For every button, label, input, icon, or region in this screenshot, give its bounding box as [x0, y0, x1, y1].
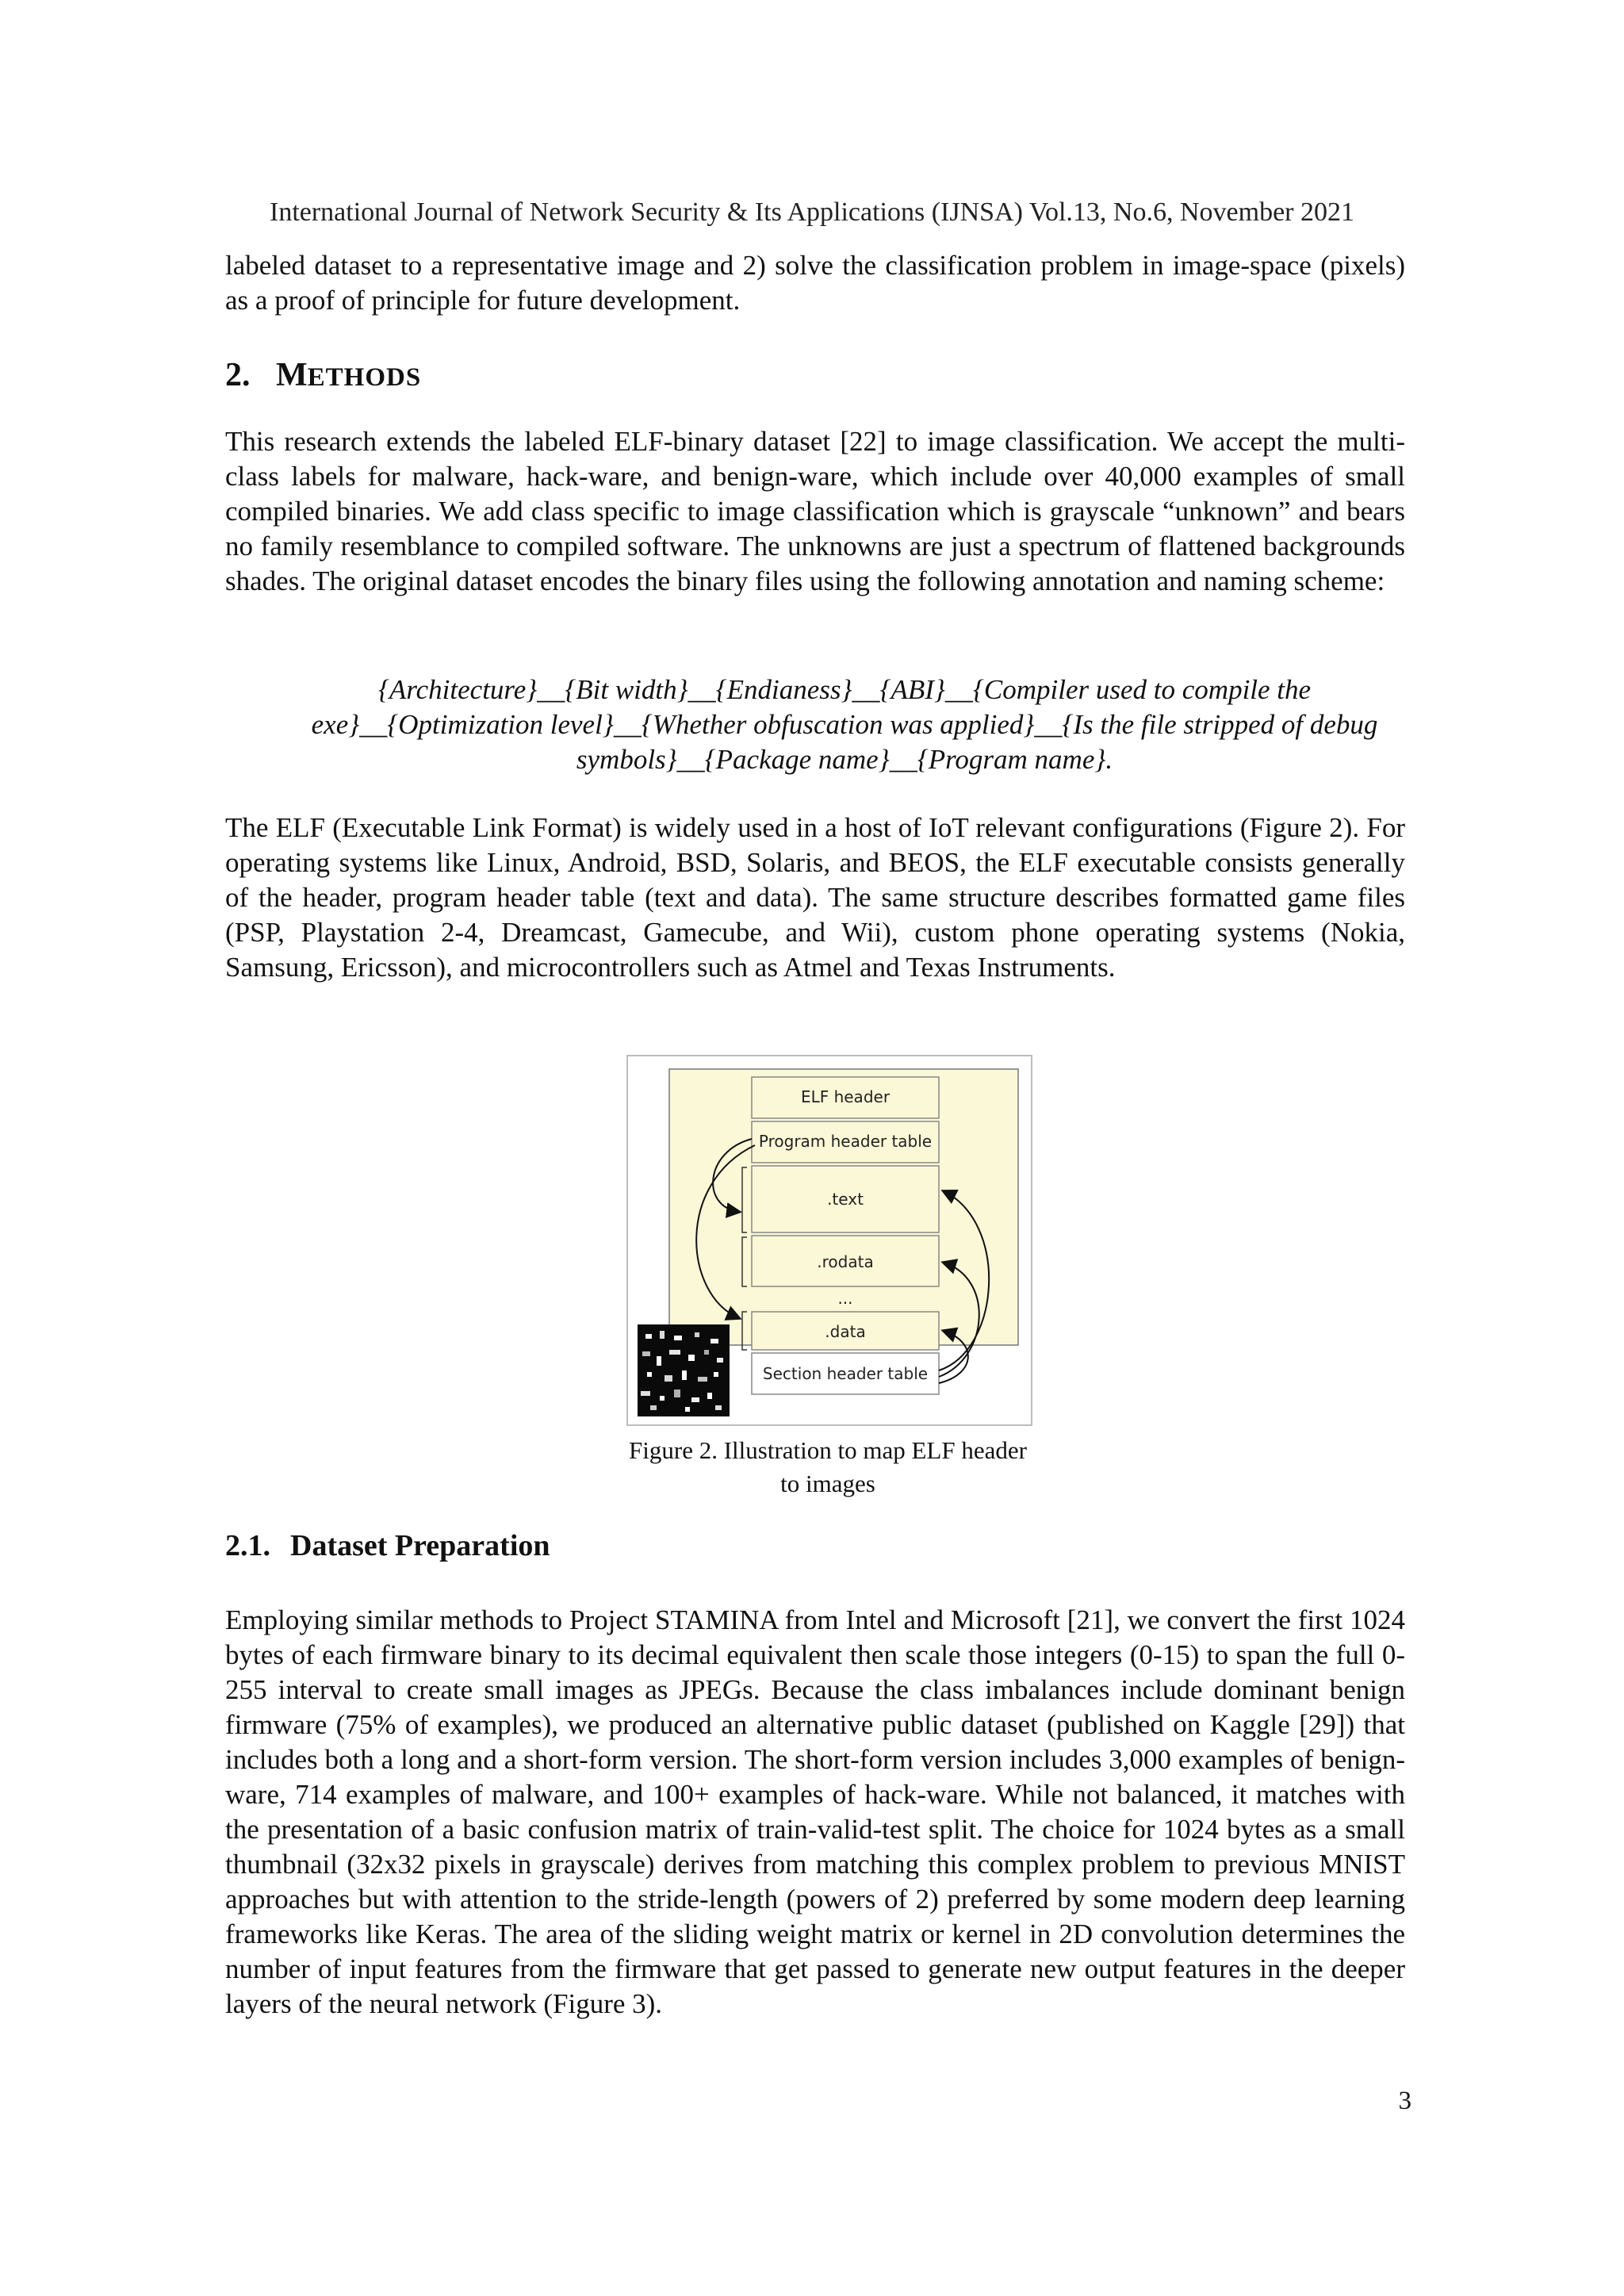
methods-paragraph-1: This research extends the labeled ELF-binary dataset [22] to image classification. We accept the multi-class labels for malware, hack-ware, and benign-ware, which include over 40,000 examples of small compiled binaries. We add class specific to image classification which is grayscale “unknown” and bears no family resemblance to compiled software. The unknowns are just a spectrum of flattened backgrounds shades. The original dataset encodes the binary files using the following annotation and naming scheme:: [225, 426, 1405, 596]
section-2-1-heading: [225, 1526, 550, 1566]
section-2-title-initial: M: [276, 357, 308, 393]
section-2-heading: [225, 353, 421, 400]
section-header-table-label: Section header table: [762, 1364, 929, 1383]
section-2-1-title: Dataset Preparation: [290, 1529, 550, 1562]
section-2-number: 2.: [225, 357, 251, 393]
running-header: International Journal of Network Security & Its Applications (IJNSA) Vol.13, No.6, November 2021: [270, 197, 1354, 227]
data-section-label: .data: [825, 1322, 866, 1341]
figure-2-caption: Figure 2. Illustration to map ELF header to images: [629, 1436, 1027, 1497]
page-number: 3: [1398, 2087, 1411, 2115]
section-2-1-number: 2.1.: [225, 1529, 270, 1562]
rodata-section-label: .rodata: [817, 1252, 874, 1271]
naming-scheme: {Architecture}__{Bit width}__{Endianess}__{ABI}__{Compiler used to compile the exe}__{Optimization level}__{Whether obfuscation was applied}__{Is the file stripped of debug symbols}__{Package name}__{Program name}.: [311, 674, 1378, 775]
text-section-label: .text: [827, 1190, 864, 1209]
methods-paragraph-2: The ELF (Executable Link Format) is widely used in a host of IoT relevant configurations (Figure 2). For operating systems like Linux, Android, BSD, Solaris, and BEOS, the ELF executable consists generally of the header, program header table (text and data). The same structure describes formatted game files (PSP, Playstation 2-4, Dreamcast, Gamecube, and Wii), custom phone operating systems (Nokia, Samsung, Ericsson), and microcontrollers such as Atmel and Texas Instruments.: [225, 812, 1405, 983]
binary-image-thumbnail: [638, 1324, 730, 1416]
ellipsis-label: ...: [837, 1289, 853, 1308]
figure-2: [626, 1055, 1032, 1426]
program-header-table-label: Program header table: [758, 1132, 933, 1151]
section-2-title-rest: ETHODS: [307, 363, 422, 392]
elf-header-label: ELF header: [800, 1087, 891, 1106]
elf-diagram: [628, 1056, 1031, 1424]
intro-paragraph: labeled dataset to a representative image and 2) solve the classification problem in image-space (pixels) as a proof of principle for future development.: [225, 250, 1405, 316]
dataset-preparation-paragraph: Employing similar methods to Project STAMINA from Intel and Microsoft [21], we convert the first 1024 bytes of each firmware binary to its decimal equivalent then scale those integers (0-15) to span the full 0-255 interval to create small images as JPEGs. Because the class imbalances include dominant benign firmware (75% of examples), we produced an alternative public dataset (published on Kaggle [29]) that includes both a long and a short-form version. The short-form version includes 3,000 examples of benign-ware, 714 examples of malware, and 100+ examples of hack-ware. While not balanced, it matches with the presentation of a basic confusion matrix of train-valid-test split. The choice for 1024 bytes as a small thumbnail (32x32 pixels in grayscale) derives from matching this complex problem to previous MNIST approaches but with attention to the stride-length (powers of 2) preferred by some modern deep learning frameworks like Keras. The area of the sliding weight matrix or kernel in 2D convolution determines the number of input features from the firmware that get passed to generate new output features in the deeper layers of the neural network (Figure 3).: [225, 1604, 1405, 2019]
